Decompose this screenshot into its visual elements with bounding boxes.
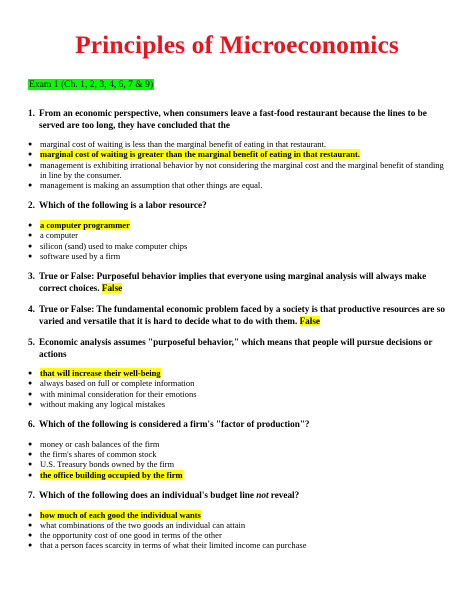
exam-label-highlight: Exam 1 (Ch. 1, 2, 3, 4, 6, 7 & 9) xyxy=(29,79,154,90)
option xyxy=(28,459,446,469)
bullet-icon: ● xyxy=(28,520,33,529)
question-text: Which of the following is a labor resource? xyxy=(39,200,207,211)
question-5 xyxy=(28,337,446,360)
option xyxy=(28,520,446,530)
question-number: 4. xyxy=(28,304,35,315)
question-text-part: Which of the following does an individual's budget line xyxy=(39,490,257,501)
question-7-options xyxy=(28,510,446,551)
option xyxy=(28,439,446,449)
option-text-highlight: the office building occupied by the firm xyxy=(40,469,183,480)
option-text: software used by a firm xyxy=(40,250,121,261)
option xyxy=(28,160,446,181)
option-text-highlight: how much of each good the individual wants xyxy=(40,509,201,520)
option xyxy=(28,139,446,149)
question-4 xyxy=(28,304,446,327)
question-number: 6. xyxy=(28,419,35,430)
option-text-highlight: a computer programmer xyxy=(40,219,130,230)
option-text: money or cash balances of the firm xyxy=(40,438,160,449)
option-text-highlight: that will increase their well-being xyxy=(40,368,161,379)
question-number: 1. xyxy=(28,108,35,118)
question-text xyxy=(39,490,446,502)
bullet-icon: ● xyxy=(28,231,33,240)
option-text-highlight: marginal cost of waiting is greater than the marginal benefit of eating in that restaurant. xyxy=(40,149,360,160)
option xyxy=(28,230,446,240)
bullet-icon: ● xyxy=(28,241,33,250)
question-number: 5. xyxy=(28,337,35,348)
question-5-options xyxy=(28,368,446,409)
option xyxy=(28,241,446,251)
option-text: U.S. Treasury bonds owned by the firm xyxy=(40,459,175,470)
option-correct xyxy=(28,220,446,230)
question-6 xyxy=(28,419,446,431)
bullet-icon: ● xyxy=(28,531,33,540)
question-text-part: reveal? xyxy=(268,490,300,501)
bullet-icon: ● xyxy=(28,160,33,169)
option-text: silicon (sand) used to make computer chips xyxy=(40,240,188,251)
exam-label xyxy=(28,79,446,90)
question-3 xyxy=(28,271,446,294)
option-text: what combinations of the two goods an individual can attain xyxy=(40,519,246,530)
option xyxy=(28,399,446,409)
option-text: with minimal consideration for their emotions xyxy=(40,388,197,399)
question-number: 7. xyxy=(28,490,35,501)
question-6-options xyxy=(28,439,446,480)
page-title: Principles of Microeconomics xyxy=(75,30,399,59)
bullet-icon: ● xyxy=(28,369,33,378)
bullet-icon: ● xyxy=(28,450,33,459)
question-number: 3. xyxy=(28,271,35,282)
option-text: always based on full or complete information xyxy=(40,378,195,389)
option-text: the opportunity cost of one good in terms of the other xyxy=(40,530,222,541)
bullet-icon: ● xyxy=(28,220,33,229)
question-emphasis: not xyxy=(256,490,269,501)
question-text: Which of the following is considered a firm's "factor of production"? xyxy=(39,419,310,430)
question-2 xyxy=(28,200,446,212)
question-number: 2. xyxy=(28,200,35,211)
question-text xyxy=(39,271,446,294)
question-text xyxy=(39,304,446,327)
bullet-icon: ● xyxy=(28,470,33,479)
option xyxy=(28,540,446,550)
answer-highlight: False xyxy=(101,282,123,293)
bullet-icon: ● xyxy=(28,389,33,398)
bullet-icon: ● xyxy=(28,251,33,260)
question-1 xyxy=(28,108,446,131)
option-text: the firm's shares of common stock xyxy=(40,449,157,460)
question-2-options xyxy=(28,220,446,261)
option-text: a computer xyxy=(40,230,78,241)
option xyxy=(28,449,446,459)
option-text: marginal cost of waiting is less than the marginal benefit of eating in that restaurant. xyxy=(40,139,327,149)
bullet-icon: ● xyxy=(28,379,33,388)
bullet-icon: ● xyxy=(28,150,33,159)
option xyxy=(28,378,446,388)
question-1-options xyxy=(28,139,446,190)
bullet-icon: ● xyxy=(28,140,33,148)
option xyxy=(28,530,446,540)
question-text: Economic analysis assumes "purposeful behavior," which means that people will pursue decisions or actions xyxy=(39,337,433,359)
bullet-icon: ● xyxy=(28,400,33,409)
option xyxy=(28,251,446,261)
bullet-icon: ● xyxy=(28,510,33,519)
option-correct xyxy=(28,149,446,159)
option-text: that a person faces scarcity in terms of what their limited income can purchase xyxy=(40,540,307,551)
option xyxy=(28,389,446,399)
bullet-icon: ● xyxy=(28,181,33,190)
option-correct xyxy=(28,470,446,480)
answer-highlight: False xyxy=(299,315,320,326)
option-text: without making any logical mistakes xyxy=(40,399,166,410)
option-text: management is exhibiting irrational behavior by not considering the marginal cost and the marginal benefit of standing in line by the consumer. xyxy=(40,159,444,180)
question-statement: True or False: Purposeful behavior implies that everyone using marginal analysis will always make correct choices. xyxy=(39,271,427,293)
option-correct xyxy=(28,510,446,520)
option xyxy=(28,180,446,190)
bullet-icon: ● xyxy=(28,439,33,448)
bullet-icon: ● xyxy=(28,541,33,550)
bullet-icon: ● xyxy=(28,460,33,469)
option-text: management is making an assumption that other things are equal. xyxy=(40,180,263,191)
question-7 xyxy=(28,490,446,502)
option-correct xyxy=(28,368,446,378)
question-text: From an economic perspective, when consumers leave a fast-food restaurant because the lines to be served are too long, they have concluded that the xyxy=(39,108,427,130)
question-statement: True or False: The fundamental economic problem faced by a society is that productive resources are so varied and versatile that it is hard to decide what to do with them. xyxy=(39,304,445,326)
